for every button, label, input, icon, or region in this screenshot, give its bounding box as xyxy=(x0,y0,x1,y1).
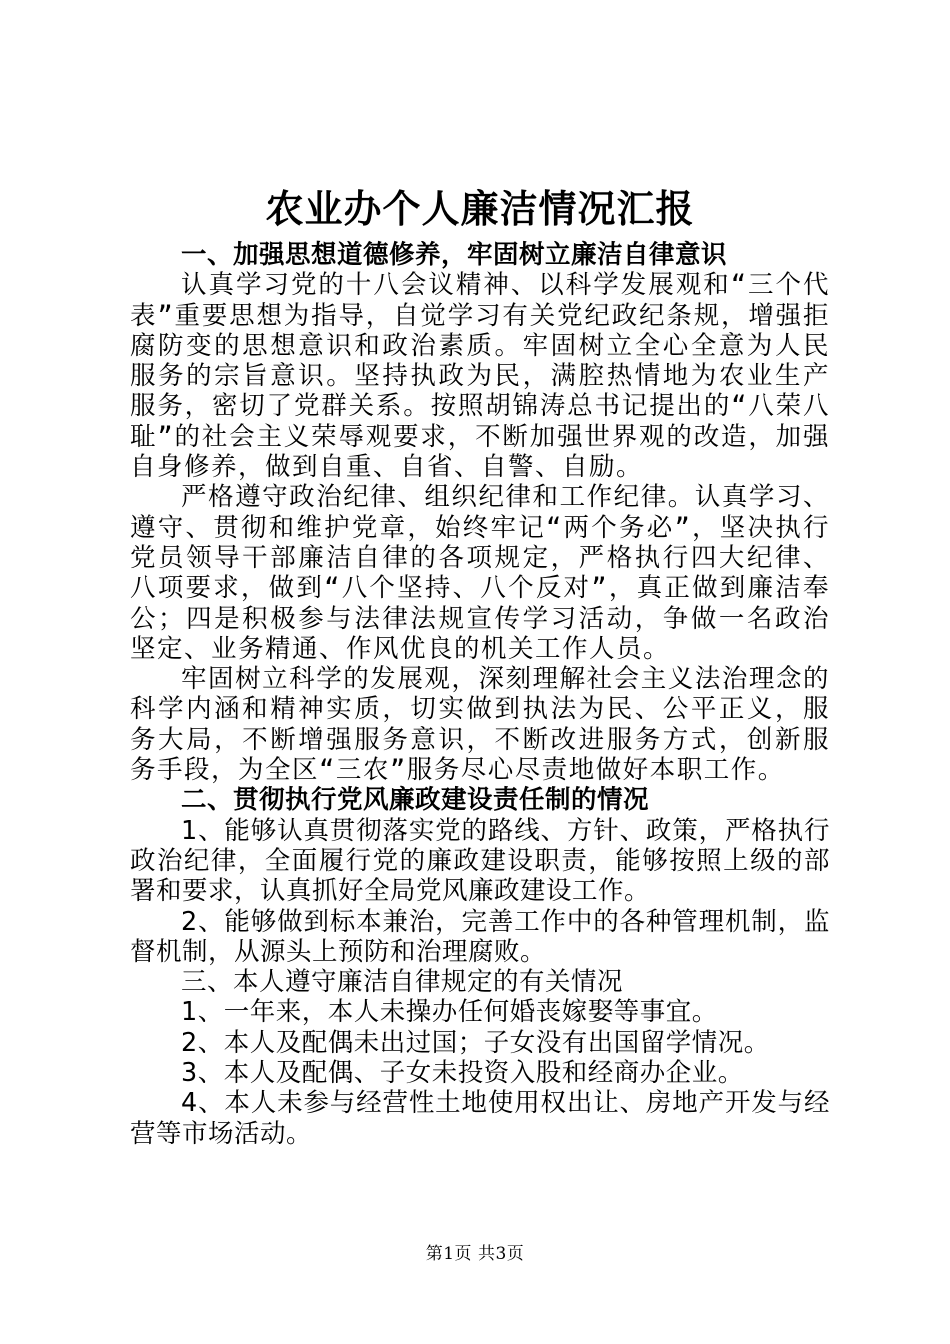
list-item: 2、能够做到标本兼治，完善工作中的各种管理机制，监督机制，从源头上预防和治理腐败。 xyxy=(130,906,830,967)
body-paragraph: 认真学习党的十八会议精神、以科学发展观和“三个代表”重要思想为指导，自觉学习有关党纪政纪条规，增强拒腐防变的思想意识和政治素质。牢固树立全心全意为人民服务的宗旨意识。坚持执政为民，满腔热情地为农业生产服务，密切了党群关系。按照胡锦涛总书记提出的“八荣八耻”的社会主义荣辱观要求，不断加强世界观的改造，加强自身修养，做到自重、自省、自警、自励。 xyxy=(130,270,830,483)
body-paragraph: 牢固树立科学的发展观，深刻理解社会主义法治理念的科学内涵和精神实质，切实做到执法为民、公平正义，服务大局，不断增强服务意识，不断改进服务方式，创新服务手段，为全区“三农”服务尽心尽责地做好本职工作。 xyxy=(130,664,830,786)
document-title: 农业办个人廉洁情况汇报 xyxy=(265,186,695,231)
document-page xyxy=(130,180,830,1149)
section-heading-2: 二、贯彻执行党风廉政建设责任制的情况 xyxy=(181,785,650,816)
section-heading-3: 三、本人遵守廉洁自律规定的有关情况 xyxy=(181,967,624,998)
list-item: 4、本人未参与经营性土地使用权出让、房地产开发与经营等市场活动。 xyxy=(130,1088,830,1149)
body-paragraph: 严格遵守政治纪律、组织纪律和工作纪律。认真学习、遵守、贯彻和维护党章，始终牢记“两个务必”，坚决执行党员领导干部廉洁自律的各项规定，严格执行四大纪律、八项要求，做到“八个坚持、八个反对”，真正做到廉洁奉公；四是积极参与法律法规宣传学习活动，争做一名政治坚定、业务精通、作风优良的机关工作人员。 xyxy=(130,482,830,664)
list-item: 3、本人及配偶、子女未投资入股和经商办企业。 xyxy=(181,1058,744,1089)
section-heading-1: 一、加强思想道德修养，牢固树立廉洁自律意识 xyxy=(181,240,728,270)
list-item: 2、本人及配偶未出过国；子女没有出国留学情况。 xyxy=(181,1027,770,1058)
page-number-footer: 第1页 共3页 xyxy=(425,1244,525,1264)
list-item: 1、一年来，本人未操办任何婚丧嫁娶等事宜。 xyxy=(181,997,718,1028)
list-item: 1、能够认真贯彻落实党的路线、方针、政策，严格执行政治纪律，全面履行党的廉政建设职责，能够按照上级的部署和要求，认真抓好全局党风廉政建设工作。 xyxy=(130,815,830,907)
